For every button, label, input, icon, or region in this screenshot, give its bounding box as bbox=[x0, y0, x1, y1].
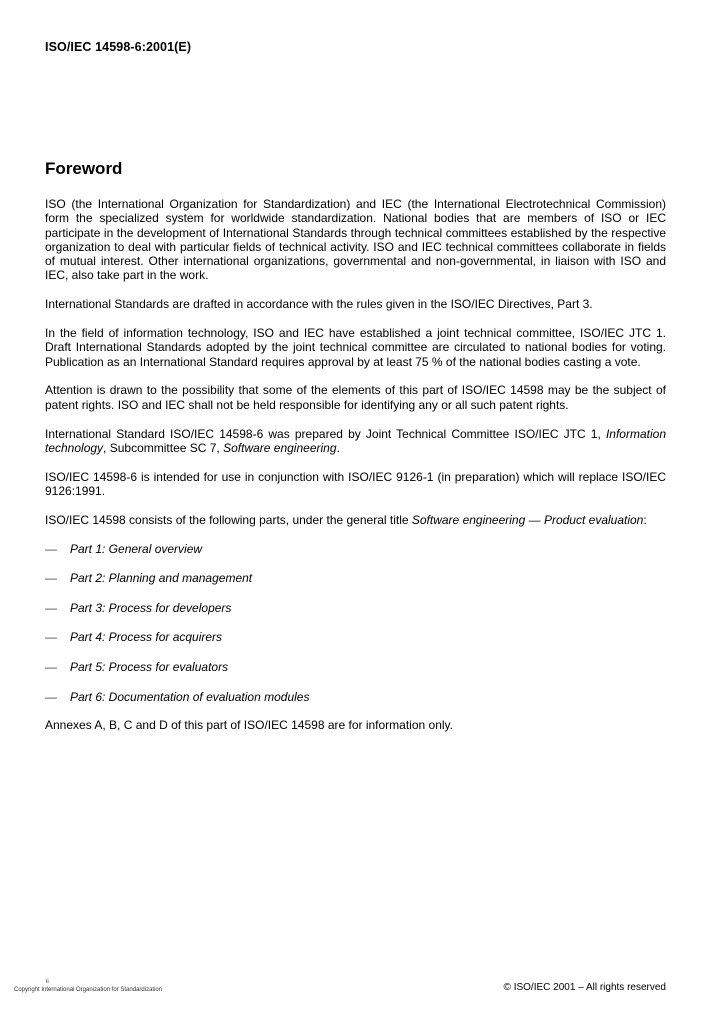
committee-title: Information technology bbox=[45, 426, 666, 455]
general-title: Software engineering — Product evaluation bbox=[411, 512, 644, 527]
parts-list bbox=[45, 542, 666, 704]
footer-copyright-source: Copyright International Organization for Standardization bbox=[14, 987, 163, 993]
list-item: — Part 2: Planning and management bbox=[45, 571, 253, 586]
document-identifier: ISO/IEC 14598-6:2001(E) bbox=[45, 40, 192, 54]
dash-bullet: — bbox=[45, 630, 57, 645]
paragraph-patent-rights: Attention is drawn to the possibility that some of the elements of this part of ISO/IEC 14598 may be the subject of patent rights. ISO and IEC shall not be held responsible for identifying any or all such patent rights. bbox=[45, 383, 666, 412]
dash-bullet: — bbox=[45, 659, 57, 674]
list-item: — Part 6: Documentation of evaluation modules bbox=[45, 689, 310, 704]
list-item: — Part 4: Process for acquirers bbox=[45, 630, 223, 645]
dash-bullet: — bbox=[45, 600, 57, 615]
page-number: ii bbox=[46, 979, 49, 985]
paragraph-directives: International Standards are drafted in accordance with the rules given in the ISO/IEC Directives, Part 3. bbox=[45, 297, 593, 312]
list-item: — Part 3: Process for developers bbox=[45, 600, 232, 615]
paragraph-prepared-by: International Standard ISO/IEC 14598-6 was prepared by Joint Technical Committee ISO/IEC JTC 1, Information technology, Subcommittee SC 7, Software engineering. bbox=[45, 426, 666, 455]
footer-copyright: © ISO/IEC 2001 – All rights reserved bbox=[503, 982, 666, 993]
paragraph-iso-iec-intro: ISO (the International Organization for Standardization) and IEC (the International Electrotechnical Commission) form the specialized system for worldwide standardization. National bodies that are members of ISO or IEC participate in the development of International Standards through technical committees established by the respective organization to deal with particular fields of technical activity. ISO and IEC technical committees collaborate in fields of mutual interest. Other international organizations, governmental and non-governmental, in liaison with ISO and IEC, also take part in the work. bbox=[45, 197, 666, 283]
dash-bullet: — bbox=[45, 541, 57, 556]
list-item: — Part 1: General overview bbox=[45, 541, 203, 556]
page-title: Foreword bbox=[45, 159, 123, 178]
paragraph-parts-intro: ISO/IEC 14598 consists of the following parts, under the general title Software engineering — Product evaluation: bbox=[45, 512, 647, 527]
paragraph-jtc1: In the field of information technology, ISO and IEC have established a joint technical committee, ISO/IEC JTC 1. Draft International Standards adopted by the joint technical committee are circulated to national bodies for voting. Publication as an International Standard requires approval by at least 75 % of the national bodies casting a vote. bbox=[45, 326, 666, 369]
dash-bullet: — bbox=[45, 689, 57, 704]
foreword-body bbox=[45, 197, 666, 747]
list-item: — Part 5: Process for evaluators bbox=[45, 659, 229, 674]
subcommittee-title: Software engineering bbox=[223, 440, 337, 455]
paragraph-conjunction: ISO/IEC 14598-6 is intended for use in conjunction with ISO/IEC 9126-1 (in preparation) which will replace ISO/IEC 9126:1991. bbox=[45, 469, 666, 498]
dash-bullet: — bbox=[45, 571, 57, 586]
paragraph-annexes: Annexes A, B, C and D of this part of ISO/IEC 14598 are for information only. bbox=[45, 718, 453, 733]
